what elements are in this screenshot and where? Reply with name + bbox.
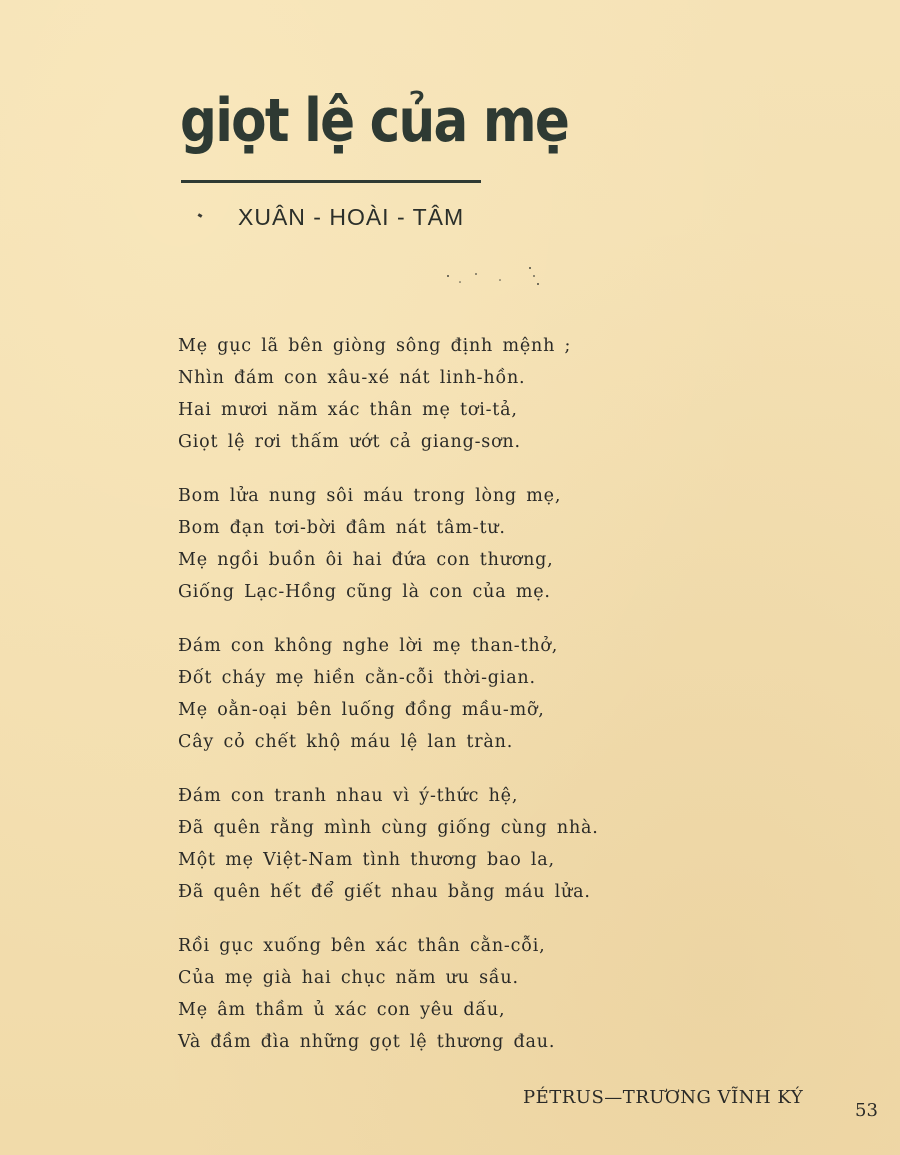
poem-line: Rồi gục xuống bên xác thân cằn-cỗi,: [178, 936, 546, 956]
poem-line: Bom đạn tơi-bời đâm nát tâm-tư.: [178, 518, 506, 538]
poem-author: XUÂN - HOÀI - TÂM: [238, 204, 465, 230]
poem-body: [178, 330, 638, 1080]
poem-line: Mẹ ngồi buồn ôi hai đứa con thương,: [178, 550, 554, 570]
stanza-4: [178, 780, 638, 908]
poem-line: Và đầm đìa những gọt lệ thương đau.: [178, 1032, 556, 1052]
poem-line: Đám con không nghe lời mẹ than-thở,: [178, 636, 559, 656]
stanza-5: [178, 930, 638, 1058]
poem-line: Đốt cháy mẹ hiền cằn-cỗi thời-gian.: [178, 668, 536, 688]
poem-line: Giống Lạc-Hồng cũng là con của mẹ.: [178, 582, 551, 602]
poem-line: Đám con tranh nhau vì ý-thức hệ,: [178, 786, 519, 806]
poem-line: Mẹ âm thầm ủ xác con yêu dấu,: [178, 1000, 506, 1020]
poem-line: Của mẹ già hai chục năm ưu sầu.: [178, 968, 519, 988]
poem-line: Bom lửa nung sôi máu trong lòng mẹ,: [178, 486, 562, 506]
poem-line: Cây cỏ chết khộ máu lệ lan tràn.: [178, 732, 514, 752]
page-number: 53: [855, 1100, 878, 1121]
poem-line: Hai mươi năm xác thân mẹ tơi-tả,: [178, 400, 518, 420]
stanza-3: [178, 630, 638, 758]
poem-line: Đã quên rằng mình cùng giống cùng nhà.: [178, 818, 599, 838]
publication-footer: PÉTRUS—TRƯƠNG VĨNH KÝ: [523, 1087, 804, 1108]
poem-line: Đã quên hết để giết nhau bằng máu lửa.: [178, 882, 591, 902]
ink-speck: [198, 213, 203, 218]
ink-specks: [430, 262, 550, 292]
title-underline: [181, 180, 481, 183]
stanza-1: [178, 330, 638, 458]
poem-line: Nhìn đám con xâu-xé nát linh-hồn.: [178, 368, 526, 388]
poem-line: Mẹ oằn-oại bên luống đồng mầu-mỡ,: [178, 700, 545, 720]
poem-line: Một mẹ Việt-Nam tình thương bao la,: [178, 850, 555, 870]
stanza-2: [178, 480, 638, 608]
poem-line: Giọt lệ rơi thấm ướt cả giang-sơn.: [178, 432, 521, 452]
poem-title: giọt lệ của mẹ: [180, 86, 569, 156]
poem-line: Mẹ gục lã bên giòng sông định mệnh ;: [178, 336, 572, 356]
